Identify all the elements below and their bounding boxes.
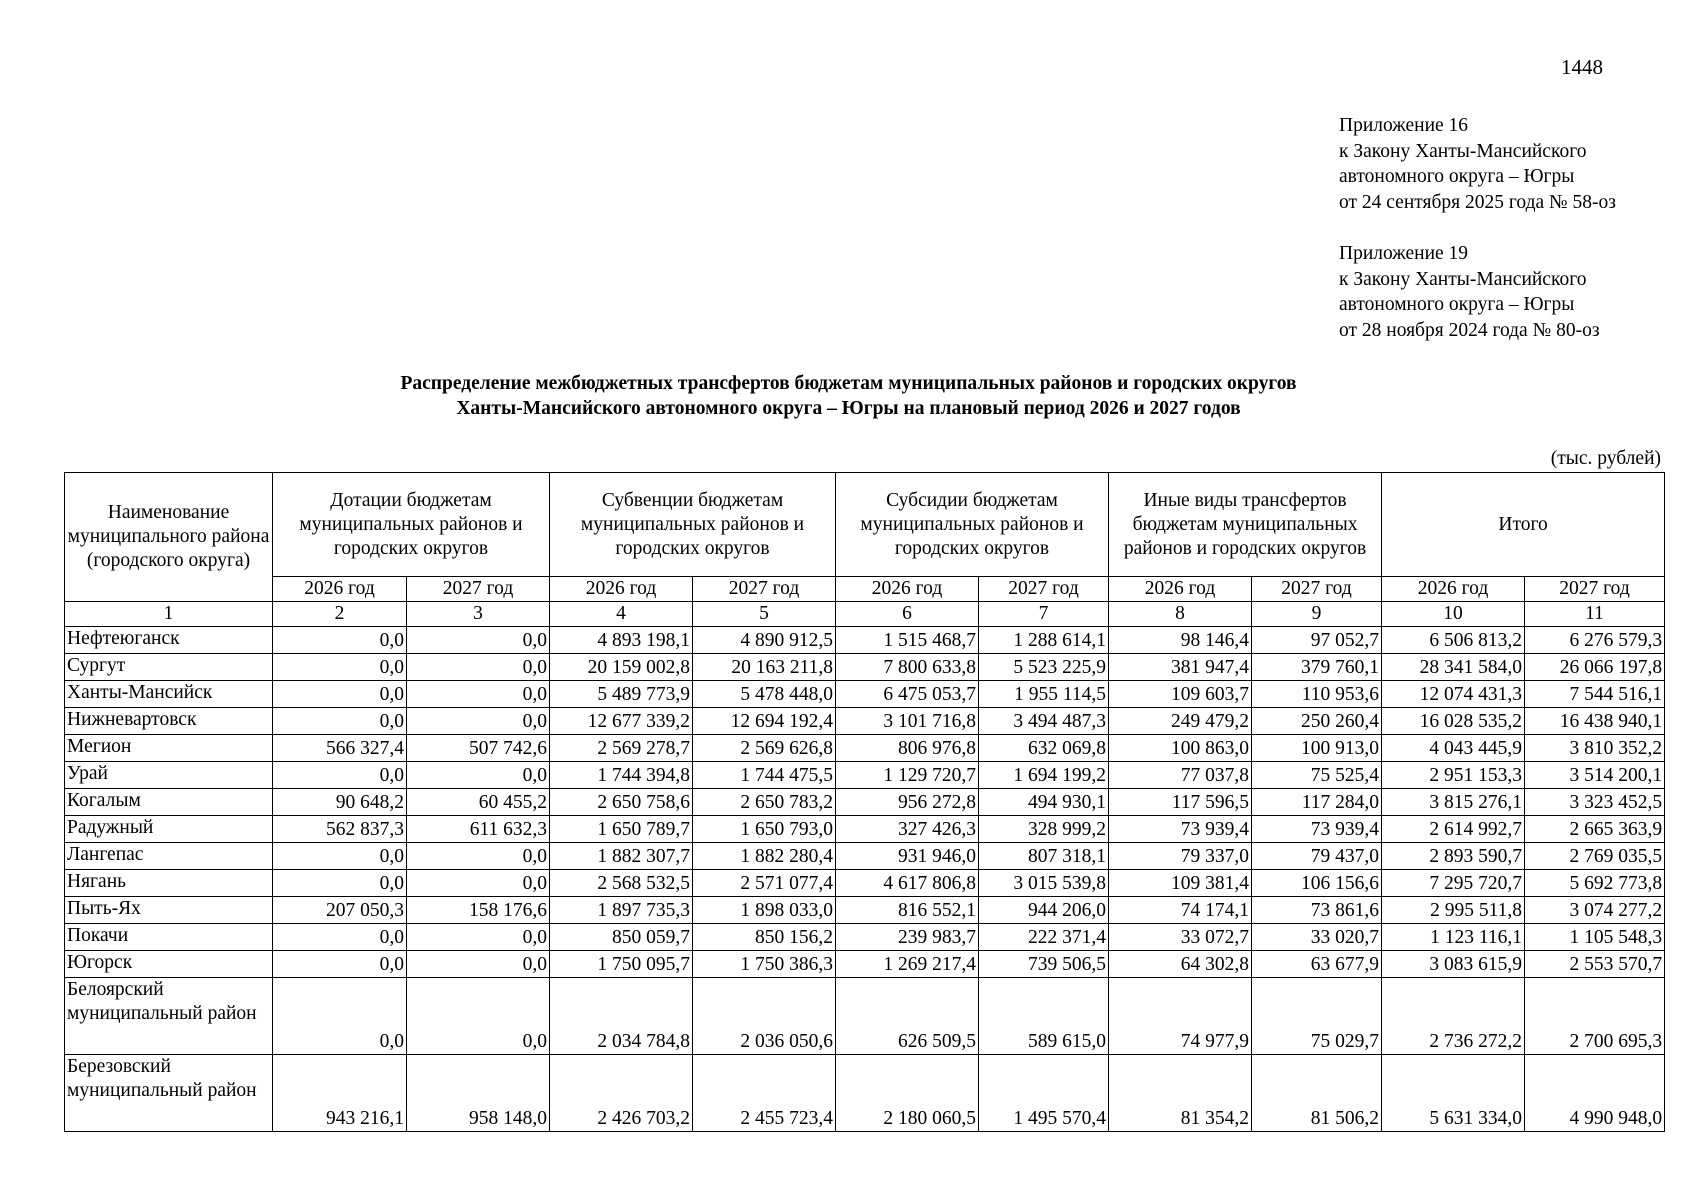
header-year: 2026 год [1109,577,1252,602]
table-row [65,1055,1665,1132]
table-cell: 4 990 948,0 [1525,1055,1665,1132]
table-cell: 2 180 060,5 [836,1055,979,1132]
table-cell: 1 694 199,2 [979,762,1109,789]
table-cell: 5 489 773,9 [550,681,693,708]
column-number: 2 [273,602,407,627]
table-cell: 3 015 539,8 [979,870,1109,897]
table-cell: 74 977,9 [1109,978,1252,1055]
table-cell: 63 677,9 [1252,951,1382,978]
table-cell: 0,0 [273,951,407,978]
header-year: 2027 год [407,577,550,602]
row-name: Покачи [65,924,273,951]
table-cell: 3 810 352,2 [1525,735,1665,762]
table-cell: 33 020,7 [1252,924,1382,951]
table-cell: 222 371,4 [979,924,1109,951]
row-name: Когалым [65,789,273,816]
table-cell: 2 455 723,4 [693,1055,836,1132]
table-cell: 379 760,1 [1252,654,1382,681]
row-name: Мегион [65,735,273,762]
table-cell: 0,0 [273,762,407,789]
table-cell: 958 148,0 [407,1055,550,1132]
row-name: Ханты-Мансийск [65,681,273,708]
table-cell: 0,0 [407,870,550,897]
table-cell: 3 323 452,5 [1525,789,1665,816]
table-cell: 2 571 077,4 [693,870,836,897]
title-line: Распределение межбюджетных трансфертов бюджетам муниципальных районов и городских округов [400,373,1297,394]
table-cell: 5 631 334,0 [1382,1055,1525,1132]
table-cell: 20 163 211,8 [693,654,836,681]
annex-line: автономного округа – Югры [1339,294,1575,315]
table-cell: 0,0 [273,627,407,654]
table-row [65,681,1665,708]
table-cell: 1 288 614,1 [979,627,1109,654]
table-cell: 79 337,0 [1109,843,1252,870]
table-cell: 3 083 615,9 [1382,951,1525,978]
column-number: 7 [979,602,1109,627]
table-cell: 0,0 [407,708,550,735]
table-cell: 2 614 992,7 [1382,816,1525,843]
table-cell: 109 603,7 [1109,681,1252,708]
table-cell: 1 750 095,7 [550,951,693,978]
table-cell: 109 381,4 [1109,870,1252,897]
annex-line: к Закону Ханты-Мансийского [1339,140,1587,162]
header-name: Наименование муниципального района (городского округа) [65,473,273,602]
table-cell: 117 596,5 [1109,789,1252,816]
table-cell: 0,0 [407,843,550,870]
header-other-transfers: Иные виды трансфертов бюджетам муниципальных районов и городских округов [1109,473,1382,577]
header-total: Итого [1382,473,1665,577]
table-cell: 2 036 050,6 [693,978,836,1055]
table-cell: 0,0 [273,654,407,681]
table-cell: 64 302,8 [1109,951,1252,978]
table-cell: 81 354,2 [1109,1055,1252,1132]
table-row [65,816,1665,843]
header-year: 2026 год [836,577,979,602]
table-cell: 16 028 535,2 [1382,708,1525,735]
table-cell: 7 295 720,7 [1382,870,1525,897]
table-cell: 632 069,8 [979,735,1109,762]
table-cell: 0,0 [273,681,407,708]
header-subsidies: Субсидии бюджетам муниципальных районов и городских округов [836,473,1109,577]
table-cell: 0,0 [407,951,550,978]
table-cell: 2 426 703,2 [550,1055,693,1132]
table-cell: 562 837,3 [273,816,407,843]
table-cell: 328 999,2 [979,816,1109,843]
table-cell: 73 861,6 [1252,897,1382,924]
table-cell: 0,0 [273,708,407,735]
table-cell: 2 650 783,2 [693,789,836,816]
table-cell: 807 318,1 [979,843,1109,870]
table-cell: 12 074 431,3 [1382,681,1525,708]
column-number: 3 [407,602,550,627]
table-cell: 2 736 272,2 [1382,978,1525,1055]
column-number: 8 [1109,602,1252,627]
table-cell: 1 650 793,0 [693,816,836,843]
table-cell: 75 029,7 [1252,978,1382,1055]
table-cell: 1 744 475,5 [693,762,836,789]
table-cell: 1 898 033,0 [693,897,836,924]
table-cell: 74 174,1 [1109,897,1252,924]
table-cell: 0,0 [273,924,407,951]
table-cell: 12 677 339,2 [550,708,693,735]
row-name: Нефтеюганск [65,627,273,654]
table-cell: 1 882 280,4 [693,843,836,870]
table-cell: 850 156,2 [693,924,836,951]
row-name: Лангепас [65,843,273,870]
table-cell: 3 494 487,3 [979,708,1109,735]
row-name: Сургут [65,654,273,681]
header-subventions: Субвенции бюджетам муниципальных районов и городских округов [550,473,836,577]
table-cell: 0,0 [407,762,550,789]
column-number: 6 [836,602,979,627]
column-number: 10 [1382,602,1525,627]
table-cell: 110 953,6 [1252,681,1382,708]
annex-line: от 28 ноября 2024 года № 80-оз [1339,319,1600,341]
table-cell: 100 913,0 [1252,735,1382,762]
table-cell: 2 650 758,6 [550,789,693,816]
table-cell: 1 744 394,8 [550,762,693,789]
title-line: Ханты-Мансийского автономного округа – Югры на плановый период 2026 и 2027 годов [456,398,1241,419]
row-name: Березовский муниципальный район [65,1055,273,1132]
table-cell: 0,0 [407,654,550,681]
table-row [65,978,1665,1055]
table-cell: 2 034 784,8 [550,978,693,1055]
table-cell: 944 206,0 [979,897,1109,924]
table-cell: 3 815 276,1 [1382,789,1525,816]
table-cell: 207 050,3 [273,897,407,924]
table-cell: 73 939,4 [1252,816,1382,843]
table-row [65,708,1665,735]
table-cell: 381 947,4 [1109,654,1252,681]
table-cell: 117 284,0 [1252,789,1382,816]
annex-19-reference [1339,241,1600,343]
table-cell: 1 650 789,7 [550,816,693,843]
table-row [65,789,1665,816]
table-cell: 1 495 570,4 [979,1055,1109,1132]
table-cell: 4 893 198,1 [550,627,693,654]
table-cell: 626 509,5 [836,978,979,1055]
table-cell: 956 272,8 [836,789,979,816]
table-cell: 79 437,0 [1252,843,1382,870]
table-cell: 0,0 [407,627,550,654]
header-subsidies-dotations: Дотации бюджетам муниципальных районов и городских округов [273,473,550,577]
table-cell: 20 159 002,8 [550,654,693,681]
column-number: 5 [693,602,836,627]
annex-line: Приложение 19 [1339,243,1469,264]
table-cell: 806 976,8 [836,735,979,762]
table-cell: 589 615,0 [979,978,1109,1055]
table-cell: 97 052,7 [1252,627,1382,654]
table-row [65,843,1665,870]
table-cell: 2 569 626,8 [693,735,836,762]
annex-line: от 24 сентября 2025 года № 58-оз [1339,191,1616,213]
table-cell: 2 951 153,3 [1382,762,1525,789]
table-cell: 60 455,2 [407,789,550,816]
table-cell: 12 694 192,4 [693,708,836,735]
table-cell: 4 890 912,5 [693,627,836,654]
table-cell: 26 066 197,8 [1525,654,1665,681]
table-cell: 0,0 [407,681,550,708]
table-cell: 6 506 813,2 [1382,627,1525,654]
table-cell: 6 475 053,7 [836,681,979,708]
table-row [65,897,1665,924]
table-cell: 3 514 200,1 [1525,762,1665,789]
table-cell: 0,0 [273,870,407,897]
table-cell: 0,0 [273,843,407,870]
table-cell: 106 156,6 [1252,870,1382,897]
table-cell: 3 074 277,2 [1525,897,1665,924]
table-cell: 6 276 579,3 [1525,627,1665,654]
table-row [65,924,1665,951]
table-cell: 739 506,5 [979,951,1109,978]
row-name: Нижневартовск [65,708,273,735]
header-year: 2026 год [550,577,693,602]
table-cell: 239 983,7 [836,924,979,951]
table-row [65,870,1665,897]
table-cell: 1 123 116,1 [1382,924,1525,951]
table-cell: 2 553 570,7 [1525,951,1665,978]
table-cell: 1 269 217,4 [836,951,979,978]
table-cell: 0,0 [407,978,550,1055]
table-cell: 494 930,1 [979,789,1109,816]
table-cell: 566 327,4 [273,735,407,762]
table-cell: 2 995 511,8 [1382,897,1525,924]
table-cell: 327 426,3 [836,816,979,843]
table-cell: 28 341 584,0 [1382,654,1525,681]
table-cell: 2 769 035,5 [1525,843,1665,870]
table-cell: 98 146,4 [1109,627,1252,654]
table-cell: 2 700 695,3 [1525,978,1665,1055]
units-label: (тыс. рублей) [1550,448,1661,469]
row-name: Белоярский муниципальный район [65,978,273,1055]
header-year: 2027 год [693,577,836,602]
row-name: Радужный [65,816,273,843]
annex-line: Приложение 16 [1339,115,1469,136]
table-cell: 7 544 516,1 [1525,681,1665,708]
table-cell: 1 515 468,7 [836,627,979,654]
table-cell: 1 105 548,3 [1525,924,1665,951]
table-cell: 5 478 448,0 [693,681,836,708]
annex-line: автономного округа – Югры [1339,166,1575,187]
table-cell: 1 750 386,3 [693,951,836,978]
table-cell: 7 800 633,8 [836,654,979,681]
table-cell: 2 569 278,7 [550,735,693,762]
table-cell: 943 216,1 [273,1055,407,1132]
annex-16-reference [1339,113,1616,215]
table-cell: 5 692 773,8 [1525,870,1665,897]
header-year: 2026 год [273,577,407,602]
table-cell: 4 043 445,9 [1382,735,1525,762]
table-cell: 16 438 940,1 [1525,708,1665,735]
row-name: Нягань [65,870,273,897]
document-title [0,371,1697,421]
annex-line: к Закону Ханты-Мансийского [1339,268,1587,290]
table-cell: 90 648,2 [273,789,407,816]
row-name: Урай [65,762,273,789]
column-number: 11 [1525,602,1665,627]
table-cell: 0,0 [407,924,550,951]
table-cell: 81 506,2 [1252,1055,1382,1132]
column-number: 4 [550,602,693,627]
table-cell: 2 568 532,5 [550,870,693,897]
table-cell: 611 632,3 [407,816,550,843]
table-cell: 250 260,4 [1252,708,1382,735]
table-row [65,762,1665,789]
table-cell: 850 059,7 [550,924,693,951]
table-row [65,735,1665,762]
table-row [65,654,1665,681]
table-cell: 1 897 735,3 [550,897,693,924]
table-cell: 75 525,4 [1252,762,1382,789]
table-cell: 73 939,4 [1109,816,1252,843]
table-cell: 100 863,0 [1109,735,1252,762]
table-cell: 1 882 307,7 [550,843,693,870]
table-cell: 1 955 114,5 [979,681,1109,708]
header-year: 2026 год [1382,577,1525,602]
header-year: 2027 год [1252,577,1382,602]
table-cell: 0,0 [273,978,407,1055]
table-cell: 2 665 363,9 [1525,816,1665,843]
column-number: 1 [65,602,273,627]
table-cell: 3 101 716,8 [836,708,979,735]
page-number: 1448 [1561,55,1603,79]
table-cell: 158 176,6 [407,897,550,924]
table-cell: 77 037,8 [1109,762,1252,789]
row-name: Югорск [65,951,273,978]
table-cell: 931 946,0 [836,843,979,870]
header-year: 2027 год [979,577,1109,602]
transfers-table [64,472,1665,1132]
table-cell: 1 129 720,7 [836,762,979,789]
table-row [65,951,1665,978]
table-cell: 4 617 806,8 [836,870,979,897]
table-cell: 2 893 590,7 [1382,843,1525,870]
table-cell: 5 523 225,9 [979,654,1109,681]
table-cell: 507 742,6 [407,735,550,762]
row-name: Пыть-Ях [65,897,273,924]
column-number: 9 [1252,602,1382,627]
table-cell: 816 552,1 [836,897,979,924]
table-cell: 33 072,7 [1109,924,1252,951]
table-cell: 249 479,2 [1109,708,1252,735]
header-year: 2027 год [1525,577,1665,602]
table-row [65,627,1665,654]
